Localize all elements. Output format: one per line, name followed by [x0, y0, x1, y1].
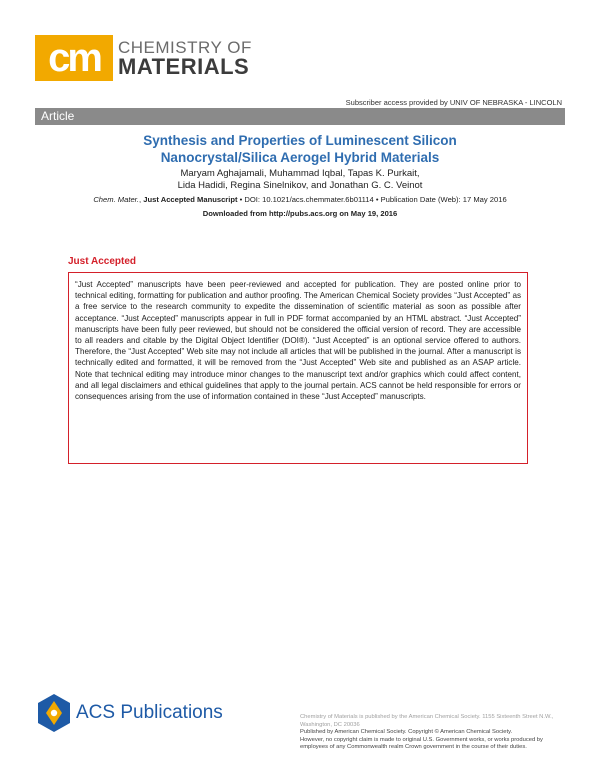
article-title-line2: Nanocrystal/Silica Aerogel Hybrid Materials: [160, 150, 440, 165]
journal-logo: [35, 35, 252, 81]
section-banner: [35, 108, 565, 125]
section-label: Article: [41, 109, 75, 123]
just-accepted-notice: “Just Accepted” manuscripts have been peer-reviewed and accepted for publication. They are posted online prior to technical editing, formatting for publication and author proofing. The American Chemical Society provides “Just Accepted” as a free service to the research community to expedite the dissemination of scientific material as soon as possible after acceptance. “Just Accepted” manuscripts appear in full in PDF format accompanied by an HTML abstract. “Just Accepted” manuscripts have been fully peer reviewed, but should not be considered the official version of record. They are accessible to all readers and citable by the Digital Object Identifier (DOI®). “Just Accepted” is an optional service offered to authors. Therefore, the “Just Accepted” Web site may not include all articles that will be published in the journal. After a manuscript is technically edited and formatted, it will be removed from the “Just Accepted” Web site and published as an ASAP article. Note that technical editing may introduce minor changes to the manuscript text and/or graphics which could affect content, and all legal disclaimers and ethical guidelines that apply to the journal pertain. ACS cannot be held responsible for errors or consequences arising from the use of information contained in these “Just Accepted” manuscripts.: [68, 272, 528, 464]
subscriber-access-note: Subscriber access provided by UNIV OF NEBRASKA - LINCOLN: [345, 98, 562, 107]
article-title: [40, 132, 560, 166]
citation-details: • DOI: 10.1021/acs.chemmater.6b01114 • Publication Date (Web): 17 May 2016: [237, 195, 507, 204]
article-title-line1: Synthesis and Properties of Luminescent Silicon: [143, 133, 457, 148]
publisher-footer: [300, 714, 570, 752]
just-accepted-heading: Just Accepted: [68, 256, 136, 267]
footer-government-note: However, no copyright claim is made to original U.S. Government works, or works produced by employees of any Commonwealth realm Crown government in the course of their duties.: [300, 736, 543, 750]
footer-copyright: Published by American Chemical Society. Copyright © American Chemical Society.: [300, 729, 513, 735]
journal-logo-mark: cm: [35, 35, 113, 81]
journal-name-line1: CHEMISTRY OF: [118, 37, 252, 57]
citation-journal: Chem. Mater.: [93, 195, 140, 204]
download-note: Downloaded from http://pubs.acs.org on May 19, 2016: [202, 209, 398, 218]
journal-name-line2: MATERIALS: [118, 53, 250, 79]
author-list: [40, 168, 560, 192]
citation-line: [30, 195, 570, 204]
acs-publications-text: ACS Publications: [76, 702, 223, 723]
citation-separator: ,: [139, 195, 144, 204]
acs-hexagon-icon: [36, 693, 72, 733]
footer-publisher-address: Chemistry of Materials is published by the American Chemical Society. 1155 Sixteenth Street N.W., Washington, DC 20036: [300, 714, 554, 728]
authors-line1: Maryam Aghajamali, Muhammad Iqbal, Tapas K. Purkait,: [180, 168, 420, 179]
citation-status: Just Accepted Manuscript: [143, 195, 238, 204]
authors-line2: Lida Hadidi, Regina Sinelnikov, and Jonathan G. C. Veinot: [177, 180, 423, 191]
acs-publications-logo: [36, 693, 223, 733]
journal-logo-text: [118, 39, 252, 78]
